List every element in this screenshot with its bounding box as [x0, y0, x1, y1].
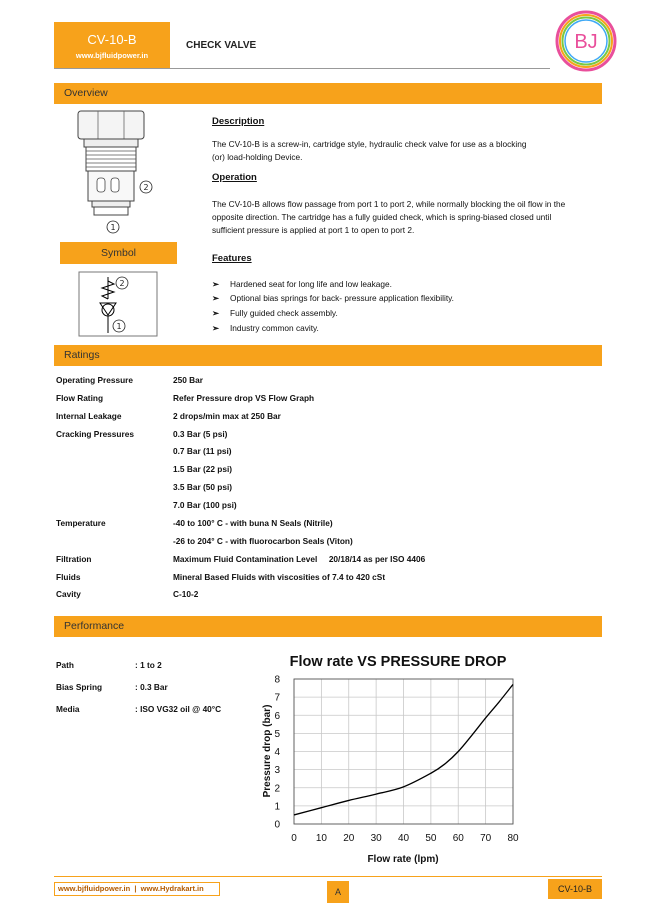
- logo-text: BJ: [574, 31, 598, 53]
- flow-pressure-chart: [250, 645, 530, 870]
- rating-value: C-10-2: [173, 589, 199, 599]
- arrow-bullet-icon: ➢: [212, 323, 219, 333]
- rating-label: Operating Pressure: [56, 375, 134, 385]
- y-tick-label: 3: [274, 765, 280, 777]
- rating-label: Cavity: [56, 589, 81, 599]
- header-divider: [54, 68, 550, 69]
- svg-text:2: 2: [119, 279, 125, 288]
- x-tick-label: 30: [370, 833, 382, 844]
- feature-item: ➢ Fully guided check assembly.: [212, 308, 338, 318]
- rating-value: -40 to 100° C - with buna N Seals (Nitrile): [173, 518, 333, 528]
- performance-value: : ISO VG32 oil @ 40°C: [135, 704, 222, 714]
- product-code-badge: [54, 22, 170, 68]
- x-tick-label: 60: [452, 833, 464, 844]
- header-website: www.bjfluidpower.in: [75, 51, 149, 60]
- y-axis-label: Pressure drop (bar): [262, 704, 273, 798]
- y-tick-label: 6: [274, 710, 280, 722]
- page-number: A: [327, 881, 349, 903]
- rating-value: -26 to 204° C - with fluorocarbon Seals (Viton): [173, 536, 353, 546]
- x-tick-label: 50: [425, 833, 437, 844]
- rating-value: 7.0 Bar (100 psi): [173, 500, 237, 510]
- y-tick-label: 5: [274, 728, 280, 740]
- rating-value: 1.5 Bar (22 psi): [173, 464, 233, 474]
- performance-label: Media: [56, 704, 80, 714]
- arrow-bullet-icon: ➢: [212, 279, 219, 289]
- rating-label: Fluids: [56, 572, 81, 582]
- feature-item: ➢ Hardened seat for long life and low leakage.: [212, 279, 392, 289]
- cartridge-drawing: [70, 108, 170, 236]
- x-tick-label: 20: [343, 833, 355, 844]
- arrow-bullet-icon: ➢: [212, 308, 219, 318]
- svg-text:1: 1: [116, 322, 122, 331]
- svg-text:2: 2: [143, 183, 149, 192]
- check-valve-symbol: [78, 271, 158, 337]
- section-symbol: Symbol: [60, 242, 177, 264]
- description-heading: Description: [212, 116, 265, 127]
- rating-value: 2 drops/min max at 250 Bar: [173, 411, 281, 421]
- performance-label: Path: [56, 660, 74, 670]
- feature-item: ➢ Industry common cavity.: [212, 323, 319, 333]
- product-code: CV-10-B: [87, 32, 137, 47]
- rating-value: 0.3 Bar (5 psi): [173, 429, 228, 439]
- rating-value: 250 Bar: [173, 375, 203, 385]
- y-tick-label: 8: [274, 674, 280, 686]
- x-tick-label: 70: [480, 833, 492, 844]
- rating-label: Internal Leakage: [56, 411, 122, 421]
- y-tick-label: 7: [274, 692, 280, 704]
- footer-divider: [54, 876, 602, 877]
- page-title: CHECK VALVE: [186, 40, 257, 51]
- operation-text: The CV-10-B allows flow passage from port 1 to port 2, while normally blocking the oil flow in the opposite direction. The cartridge has a fully guided check, which is spring-biased closed until sufficient pressure is applied at port 1 to open to port 2.: [212, 199, 566, 235]
- x-axis-label: Flow rate (lpm): [367, 854, 439, 865]
- rating-value: Refer Pressure drop VS Flow Graph: [173, 393, 315, 403]
- chart-title: Flow rate VS PRESSURE DROP: [289, 654, 507, 670]
- x-tick-label: 40: [397, 833, 410, 844]
- section-ratings: Ratings: [54, 345, 602, 366]
- x-tick-label: 80: [507, 833, 519, 844]
- bj-logo: [555, 10, 617, 72]
- y-tick-label: 4: [274, 747, 280, 758]
- features-heading: Features: [212, 253, 252, 264]
- operation-heading: Operation: [212, 172, 257, 183]
- y-tick-label: 1: [274, 801, 280, 813]
- rating-value: Maximum Fluid Contamination Level 20/18/14 as per ISO 4406: [173, 554, 426, 564]
- rating-value: 0.7 Bar (11 psi): [173, 446, 232, 456]
- y-tick-label: 2: [274, 783, 280, 795]
- chart-grid: [294, 679, 513, 824]
- footer-code: CV-10-B: [548, 879, 602, 899]
- y-tick-label: 0: [274, 819, 280, 831]
- svg-text:1: 1: [110, 223, 116, 232]
- performance-label: Bias Spring: [56, 682, 103, 692]
- performance-value: : 0.3 Bar: [135, 682, 168, 692]
- rating-label: Cracking Pressures: [56, 429, 134, 439]
- feature-item: ➢ Optional bias springs for back- pressure application flexibility.: [212, 293, 454, 303]
- x-tick-label: 10: [315, 833, 327, 844]
- footer-links[interactable]: www.bjfluidpower.in | www.Hydrakart.in: [54, 882, 220, 896]
- chart-ticks: [274, 675, 519, 845]
- description-text: The CV-10-B is a screw-in, cartridge style, hydraulic check valve for use as a blocking (or) load-holding Device.: [212, 139, 527, 162]
- rating-label: Flow Rating: [56, 393, 104, 403]
- rating-value: Mineral Based Fluids with viscosities of 7.4 to 420 cSt: [173, 572, 386, 582]
- x-tick-label: 0: [291, 833, 297, 844]
- rating-label: Temperature: [56, 518, 106, 528]
- rating-value: 3.5 Bar (50 psi): [173, 482, 233, 492]
- arrow-bullet-icon: ➢: [212, 293, 219, 303]
- rating-label: Filtration: [56, 554, 92, 564]
- section-overview: Overview: [54, 83, 602, 104]
- performance-value: : 1 to 2: [135, 660, 162, 670]
- section-performance: Performance: [54, 616, 602, 637]
